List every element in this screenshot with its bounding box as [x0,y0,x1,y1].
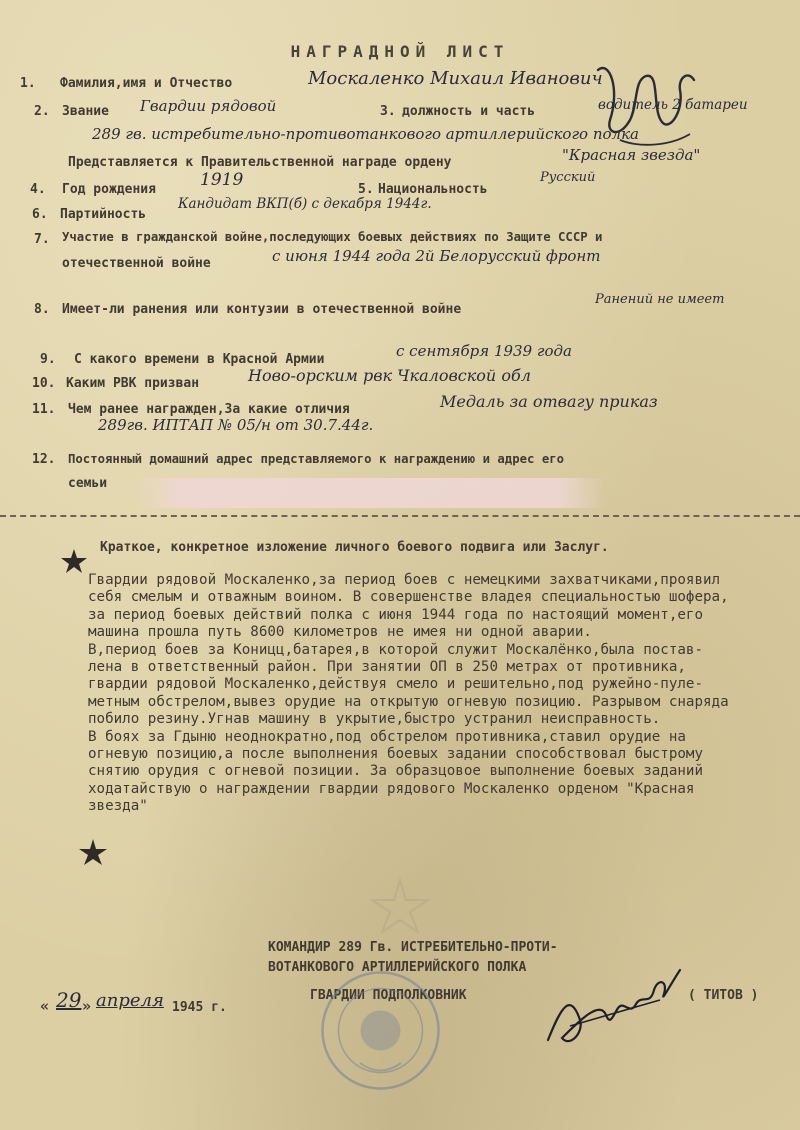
narrative-line: лена в ответственный район. При занятии ОП в 250 метрах от противника, [88,659,686,676]
date-year: 1945 г. [172,1000,227,1015]
commander-name: ( ТИТОВ ) [688,988,759,1003]
commander-title-line-2: ВОТАНКОВОГО АРТИЛЛЕРИЙСКОГО ПОЛКА [268,960,527,975]
faded-star-watermark-icon [370,878,430,934]
date-month: апреля [96,990,164,1011]
narrative-line: ходатайствую о награждении гвардии рядового Москаленко орденом "Красная [88,780,695,797]
date-day: 29 [56,988,82,1012]
field-8-value: Ранений не имеет [595,292,725,307]
field-4-label: Год рождения [62,182,156,197]
field-3-unit-value: 289 гв. истребительно-противотанкового артиллерийского полка [92,125,639,143]
narrative-line: побило резину.Угнав машину в укрытие,быстро устранил неисправность. [88,711,661,728]
field-7-label: Участие в гражданской войне,последующих боевых действиях по Защите СССР и [62,230,603,244]
field-1-value: Москаленко Михаил Иванович [308,68,603,89]
narrative-line: В,период боев за Коницц,батарея,в которой служит Москалёнко,была постав- [88,641,703,658]
narrative-line: себя смелым и отважным воином. В совершенстве владея специальностью шофера, [88,589,729,606]
field-9-label: С какого времени в Красной Армии [74,352,325,367]
field-3-label: должность и часть [402,104,536,119]
field-8-label: Имеет-ли ранения или контузии в отечественной войне [62,302,462,317]
narrative-line: Гвардии рядовой Москаленко,за период боев с немецкими захватчиками,проявил [88,572,721,588]
redacted-address-block [135,478,605,508]
field-9-value: с сентября 1939 года [396,342,572,360]
field-4-value: 1919 [200,170,244,190]
field-2-value: Гвардии рядовой [140,97,277,115]
field-6-value: Кандидат ВКП(б) с декабря 1944г. [178,196,432,212]
field-12-label-2: семьи [68,476,108,491]
field-5-number: 5. [358,182,374,197]
field-11-number: 11. [32,402,56,417]
section-divider [0,515,800,517]
field-5-value: Русский [540,170,596,185]
field-7-number: 7. [34,232,50,247]
narrative-line: гвардии рядовой Москаленко,действуя смело и решительно,под ружейно-пуле- [88,676,703,693]
narrative-line: метным обстрелом,вывез орудие на открытую огневую позицию. Разрывом снаряда [88,693,729,710]
narrative-line: В боях за Гдыню неоднократно,под обстрелом противника,ставил орудие на [88,728,686,745]
field-10-label: Каким РВК призван [66,376,200,391]
official-seal-stamp [318,968,443,1093]
field-3-number: 3. [380,104,396,119]
field-10-value: Ново-орским рвк Чкаловской обл [248,366,531,385]
field-3-value: водитель 2 батареи [598,97,748,113]
commander-signature-icon [540,960,690,1055]
field-12-label: Постоянный домашний адрес представляемого к награждению и адрес его [68,452,565,466]
field-11-value: Медаль за отвагу приказ [440,392,658,411]
field-7-value: с июня 1944 года 2й Белорусский фронт [272,247,601,265]
field-5-label: Национальность [378,182,488,197]
document-title: НАГРАДНОЙ ЛИСТ [290,42,510,61]
field-11-label: Чем ранее награжден,За какие отличия [68,402,350,417]
field-7-label-2: отечественной войне [62,256,211,271]
commander-title-line-1: КОМАНДИР 289 Гв. ИСТРЕБИТЕЛЬНО-ПРОТИ- [268,940,558,955]
field-2-number: 2. [34,104,50,119]
field-9-number: 9. [40,352,56,367]
field-4-number: 4. [30,182,46,197]
field-2-label: Звание [62,104,109,119]
field-1-label: Фамилия,имя и Отчество [60,76,233,91]
field-10-number: 10. [32,376,56,391]
field-8-number: 8. [34,302,50,317]
field-1-number: 1. [20,76,36,91]
commander-rank: ГВАРДИИ ПОДПОЛКОВНИК [310,988,467,1003]
narrative-body [88,572,788,816]
field-6-number: 6. [32,207,48,222]
star-mark-icon [60,548,88,574]
field-6-label: Партийность [60,207,147,222]
award-presented-label: Представляется к Правительственной награде ордену [68,155,452,170]
top-signature-scribble-icon [580,50,700,160]
narrative-line: снятию орудия с огневой позиции. За образцовое выполнение боевых заданий [88,763,703,780]
date-day-open-quote: « [40,997,50,1015]
narrative-heading: Краткое, конкретное изложение личного боевого подвига или Заслуг. [100,540,609,555]
award-order-value: "Красная звезда" [562,146,701,164]
narrative-line: огневую позицию,а после выполнения боевых задании способствовал быстрому [88,746,703,763]
star-mark-icon-2 [78,838,108,866]
narrative-line: машина прошла путь 8600 километров не имея ни одной аварии. [88,624,592,641]
field-12-number: 12. [32,452,56,467]
field-11-value-2: 289гв. ИПТАП № 05/н от 30.7.44г. [98,416,374,434]
date-day-close-quote: » [82,997,92,1015]
narrative-line: звезда" [88,798,148,815]
narrative-line: за период боевых действий полка с июня 1944 года по настоящий момент,его [88,606,703,623]
